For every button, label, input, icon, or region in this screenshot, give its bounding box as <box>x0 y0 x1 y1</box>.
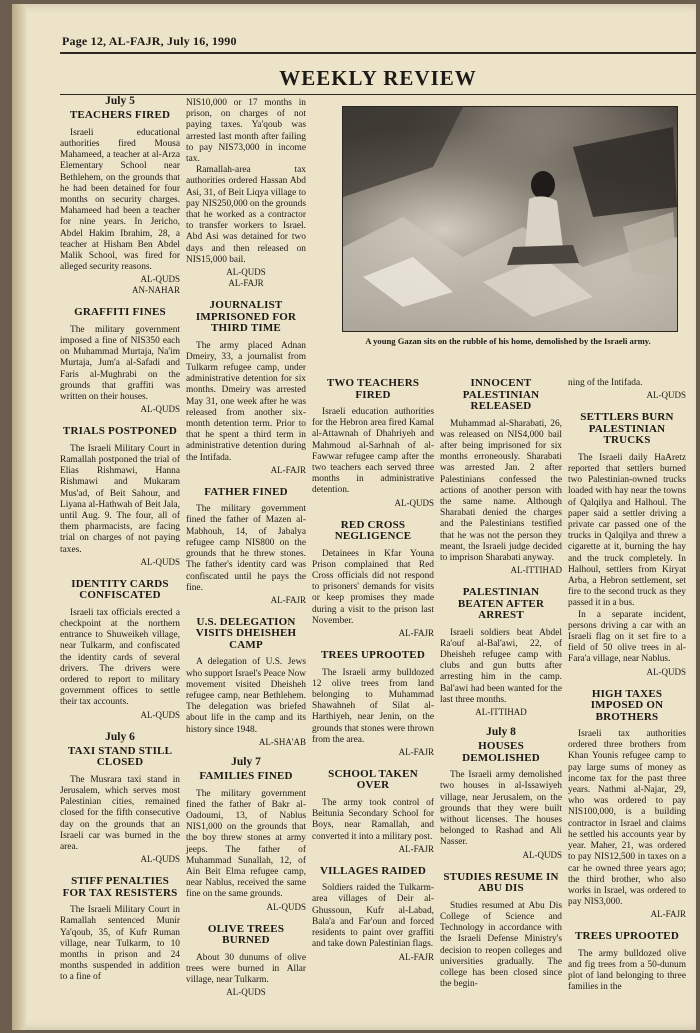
article-body: Detainees in Kfar Youna Prison complained that Red Cross officials did not respond to prisoners' demands for visits or keep promises they made during a visit to the prison last November. <box>312 548 434 626</box>
article-body: In a separate incident, persons driving a car with an Israeli flag on it set fire to a field of 50 olive trees in al-Fara'a village, near Nablus. <box>568 609 686 665</box>
page-header: Page 12, AL-FAJR, July 16, 1990 <box>62 34 237 48</box>
headline: U.S. DELEGATION VISITS DHEISHEH CAMP <box>195 615 297 651</box>
column-3 <box>312 378 434 962</box>
source-credit: AL-QUDS <box>646 666 686 677</box>
headline: TREES UPROOTED <box>321 649 425 662</box>
headline: HOUSES DEMOLISHED <box>462 740 540 764</box>
source-credit: AL-FAJR <box>270 594 306 605</box>
article-body: The Musrara taxi stand in Jerusalem, which serves most Palestinian cities, remained closed for the fifth consecutive day on the grounds that an Israeli car was burned in the area. <box>60 774 180 853</box>
headline: SETTLERS BURN PALESTINIAN TRUCKS <box>580 411 674 447</box>
column-5 <box>568 378 686 994</box>
source-credit: AL-FAJR <box>398 843 434 854</box>
article-body: Ramallah-area tax authorities ordered Hassan Abd Asi, 31, of Beit Liqya village to pay NIS250,000 on the grounds that he worked as a contractor to transfer workers to Israel. Abd Asi was detained for two days and then released on NIS15,000 bail. <box>186 165 306 265</box>
article-body: The Israeli Military Court in Ramallah sentenced Munir Ya'qoub, 35, of Kufr Ruman village, near Tulkarm, to 10 months in prison and 24 months suspended in addition to a fine of <box>60 905 180 983</box>
headline: IDENTITY CARDS CONFISCATED <box>71 577 169 602</box>
headline: RED CROSS NEGLIGENCE <box>334 518 412 543</box>
source-credit: AL-QUDS <box>522 849 562 860</box>
article-body: About 30 dunums of olive trees were burned in Allar village, near Tulkarm. <box>186 952 306 985</box>
source-credit: AL-FAJR <box>398 951 434 962</box>
source-credit: AL-ITTIHAD <box>510 565 562 576</box>
article-body: ning of the Intifada. <box>568 378 643 388</box>
article-body: A delegation of U.S. Jews who support Israel's Peace Now movement visited Dheisheh refugee camp, near Bethlehem. The delegation was briefed about life in the camp and its history since 1948. <box>186 657 306 735</box>
headline: STIFF PENALTIES FOR TAX RESISTERS <box>62 875 178 899</box>
headline: HIGH TAXES IMPOSED ON BROTHERS <box>590 687 664 723</box>
article-body: The army placed Adnan Dmeiry, 33, a journalist from Tulkarm refugee camp, under administrative detention for six months. Dmeiry was arrested May 31, one week after he was released from another six-month detention term. Prior to that he spent a third term in administrative detention during the Intifada. <box>186 340 306 463</box>
source-credit: AL-QUDS <box>646 390 686 401</box>
source-credit: AL-QUDS <box>140 556 180 567</box>
article-body: The Israeli army bulldozed 12 olive trees from land belonging to Muhammad Shawahneh of Silat al-Harthiyeh, near Jenin, on the grounds that stones were thrown from the area. <box>312 667 434 745</box>
date-heading: July 7 <box>231 755 261 768</box>
article-body: Muhammad al-Sharabati, 26, was released on NIS4,000 bail after being imprisoned for six months erroneously. Sharabati was arrested Jan. 2 after Palestinians confessed the actions of another person with the same name. Although Sharabati denied the charges and the Palestinians testified that he was not the person they meant, the Israeli judge decided to imprison Sharabati anyway. <box>440 418 562 563</box>
column-1 <box>60 96 180 984</box>
date-heading: July 8 <box>486 726 516 739</box>
article-body: The military government fined the father of Bakr al-Oadoumi, 13, of Nablus NIS1,000 on the grounds that the boy threw stones at army jeeps. The father of Muhammad Sunallah, 12, of Ain Beit Elma refugee camp, near Nablus, received the same fine on the same grounds. <box>186 788 306 900</box>
headline: TEACHERS FIRED <box>69 109 171 122</box>
date-heading: July 5 <box>105 95 135 107</box>
rubble-photo-illustration <box>343 107 677 331</box>
title-rule <box>60 94 696 95</box>
source-credit: AL-QUDS <box>140 404 180 415</box>
article-body: Israeli soldiers beat Abdel Ra'ouf al-Bal'awi, 22, of Dheisheh refugee camp with clubs and gun butts after arresting him in the camp. Bal'awi had been wanted for the last three months. <box>440 627 562 705</box>
headline: TWO TEACHERS FIRED <box>326 377 420 401</box>
source-credit: AL-QUDS <box>140 854 180 865</box>
article-body: The military government imposed a fine of NIS350 each on Muhammad Murtaja, Na'im Murtaja, Jum'a al-Safadi and Faris al-Mughrabi on the grounds that graffiti was written on their houses. <box>60 324 180 403</box>
headline: TAXI STAND STILL CLOSED <box>67 744 173 769</box>
article-body: Israeli tax authorities ordered three brothers from Khan Younis refugee camp to pay large sums of money as income tax for the past three years. Nathmi al-Najar, 29, who was ordered to pay NIS100,000, is a building contractor in Israel and claims he settled his accounts year by year. Maher, 21, was ordered to pay NIS12,500 in taxes on a car he owned three years ago; the third brother, who also works in Israel, was ordered to pay NIS3,000. <box>568 729 686 908</box>
rubble-photo <box>342 106 678 332</box>
headline: SCHOOL TAKEN OVER <box>328 767 418 792</box>
headline: TRIALS POSTPONED <box>62 425 178 438</box>
source-credit: AL-QUDS <box>226 987 266 998</box>
article-body: Israeli education authorities for the Hebron area fired Kamal al-Attawnah of Dhahriyeh and Mahmoud al-Sarhnah of al-Fawwar refugee camp after the two teachers each served three months in administrative detention. <box>312 407 434 496</box>
source-credit: AL-FAJR <box>398 628 434 639</box>
photo-caption: A young Gazan sits on the rubble of his home, demolished by the Israeli army. <box>365 336 651 346</box>
section-title: WEEKLY REVIEW <box>279 66 477 90</box>
source-credit: AL-ITTIHAD <box>475 707 527 718</box>
article-body: Israeli tax officials erected a checkpoint at the northern entrance to Shuweikeh village, near Tulkarm, and confiscated the identity cards of several drivers. The drivers were ordered to report to military government offices to settle their tax accounts. <box>60 607 180 708</box>
headline: PALESTINIAN BEATEN AFTER ARREST <box>457 586 545 622</box>
headline: FATHER FINED <box>204 485 288 498</box>
page-binding <box>12 4 26 1030</box>
source-credit: AN-NAHAR <box>132 285 180 296</box>
headline: OLIVE TREES BURNED <box>207 922 285 947</box>
source-credit: AL-QUDS <box>266 901 306 912</box>
article-body: Israeli educational authorities fired Mousa Mahameed, a teacher at al-Arza Elementary School near Bethlehem, on the grounds that he had been detained for four months on security charges. Mahameed had been a teacher for nine years. In Jericho, Abdel Hakim Ibrahim, 28, a teacher at Hisham Ben Abdel Malik School, was fired for alleged security reasons. <box>60 127 180 273</box>
source-credit: AL-FAJR <box>398 746 434 757</box>
article-body: The Israeli daily HaAretz reported that settlers burned two Palestinian-owned trucks loaded with hay near the towns of Qalqilya and Halhoul. The paper said a settler driving a private car passed one of the trucks in Qalqilya and threw a cigarette at it, burning the hay and the truck completely. In Halhoul, settlers from Kiryat Arba, a Hebron settlement, set fire to the second truck as they passed it in a bus. <box>568 452 686 609</box>
article-body: The Israeli Military Court in Ramallah postponed the trial of Elias Rishmawi, Hanna Rishmawi and Mukaram Mus'ad, of Beit Sahour, and Liyana al-Hathwah of Beit Jala, until Aug. 9. The four, all of them pharmacists, are facing trial on charges of not paying taxes. <box>60 443 180 555</box>
newspaper-page <box>12 4 696 1030</box>
article-body: The army bulldozed olive and fig trees from a 50-dunum plot of land belonging to three families in the <box>568 948 686 993</box>
column-2 <box>186 98 306 997</box>
article-body: The Israeli army demolished two houses in al-Issawiyeh village, near Jerusalem, on the grounds that they were built without licenses. The houses belonged to Rashad and Ali Nasser. <box>440 770 562 848</box>
source-credit: AL-FAJR <box>228 278 264 289</box>
column-4 <box>440 378 562 990</box>
article-body: NIS10,000 or 17 months in prison, on charges of not paying taxes. Ya'qoub was arrested last month after failing to pay NIS73,000 in income tax. <box>186 98 306 165</box>
source-credit: AL-FAJR <box>270 464 306 475</box>
source-credit: AL-SHA'AB <box>258 736 306 747</box>
source-credit: AL-FAJR <box>650 909 686 920</box>
header-rule <box>60 52 696 54</box>
source-credit: AL-QUDS <box>140 274 180 285</box>
source-credit: AL-QUDS <box>394 497 434 508</box>
source-credit: AL-QUDS <box>140 709 180 720</box>
article-body: The military government fined the father of Mazen al-Mabhouh, 14, of Jabalya refugee camp NIS800 on the grounds that he threw stones. The father's identity card was confiscated until he pays the fine. <box>186 504 306 593</box>
headline: STUDIES RESUME IN ABU DIS <box>443 870 559 895</box>
date-heading: July 6 <box>105 730 135 743</box>
headline: FAMILIES FINED <box>199 770 293 783</box>
article-body: Studies resumed at Abu Dis College of Science and Technology in accordance with the Israeli Defense Ministry's decision to reopen colleges and universities gradually. The college has been closed since the begin- <box>440 900 562 990</box>
article-body: Soldiers raided the Tulkarm-area villages of Deir al-Ghussoun, Kufr al-Labad, Bala'a and Far'oun and forced residents to paint over graffiti and take down Palestinian flags. <box>312 883 434 950</box>
headline: VILLAGES RAIDED <box>320 864 426 877</box>
headline: JOURNALIST IMPRISONED FOR THIRD TIME <box>195 299 297 335</box>
headline: TREES UPROOTED <box>575 930 679 943</box>
article-body: The army took control of Beitunia Secondary School for Boys, near Ramallah, and converted it into a military post. <box>312 797 434 842</box>
source-credit: AL-QUDS <box>226 267 266 278</box>
headline: INNOCENT PALESTINIAN RELEASED <box>462 377 540 412</box>
headline: GRAFFITI FINES <box>74 306 166 319</box>
